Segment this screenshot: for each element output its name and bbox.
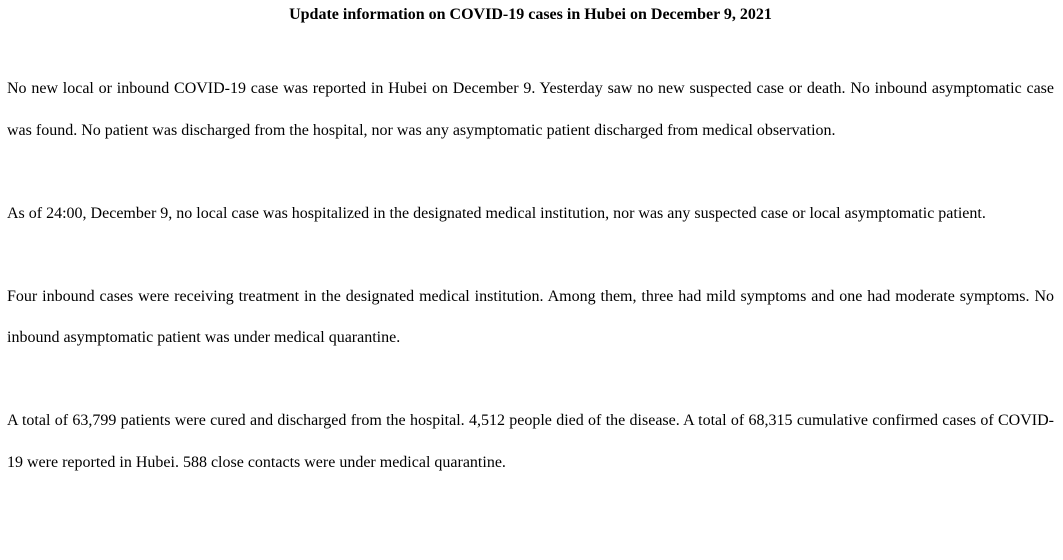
paragraph-inbound-treatment: Four inbound cases were receiving treatment in the designated medical institution. Among them, three had mild symptoms and one had moderate symptoms. No inbound asymptomatic patient was under medical quarantine. [7,287,1054,346]
document-title: Update information on COVID-19 cases in Hubei on December 9, 2021 [289,6,772,23]
paragraph-cumulative-totals: A total of 63,799 patients were cured and discharged from the hospital. 4,512 people died of the disease. A total of 68,315 cumulative confirmed cases of COVID-19 were reported in Hubei. 588 close contacts were under medical quarantine. [7,412,1054,471]
paragraph-hospitalized: As of 24:00, December 9, no local case was hospitalized in the designated medical institution, nor was any suspected case or local asymptomatic patient. [7,204,986,222]
paragraph-new-cases: No new local or inbound COVID-19 case was reported in Hubei on December 9. Yesterday saw no new suspected case or death. No inbound asymptomatic case was found. No patient was discharged from the hospital, nor was any asymptomatic patient discharged from medical observation. [7,80,1054,139]
document [7,0,1054,483]
